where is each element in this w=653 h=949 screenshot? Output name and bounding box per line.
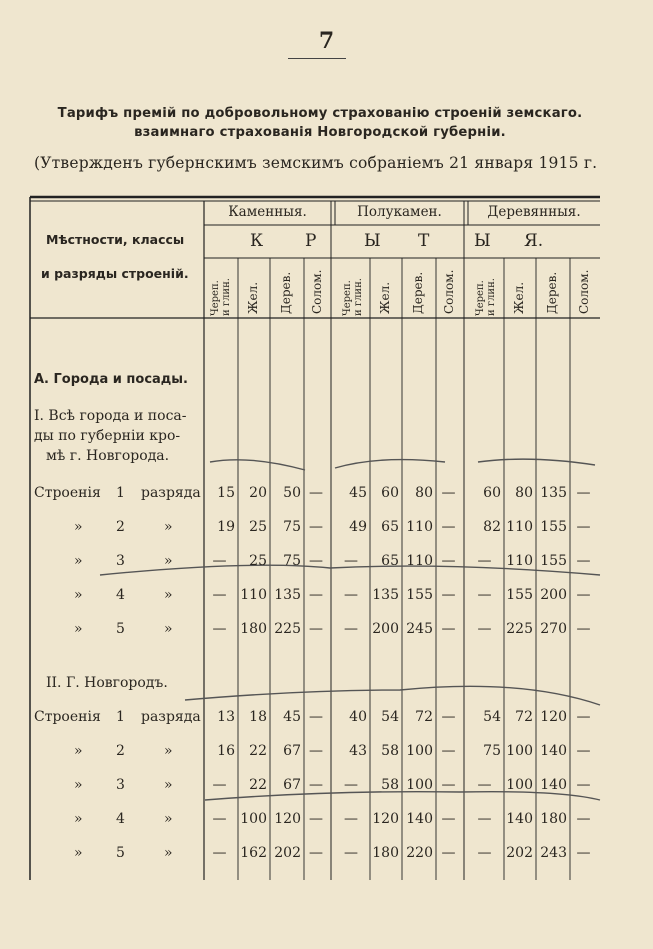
table-cell: 100 (506, 743, 533, 759)
table-cell: 140 (540, 777, 567, 793)
table-cell: — (477, 587, 492, 603)
table-cell: 58 (381, 743, 399, 759)
krytya-letter-1: К (250, 231, 264, 251)
table-cell: 155 (540, 519, 567, 535)
column-header: Жел. (246, 281, 260, 314)
table-cell: 60 (483, 485, 501, 501)
row-class-number: 5 (116, 621, 125, 637)
row-class-number: 2 (116, 743, 125, 759)
table-cell: 202 (274, 845, 301, 861)
table-cell: 58 (381, 777, 399, 793)
table-cell: — (309, 553, 323, 569)
table-cell: 140 (540, 743, 567, 759)
table-cell: 100 (406, 743, 433, 759)
table-cell: — (309, 743, 323, 759)
row-suffix: » (164, 587, 173, 603)
row-class-number: 1 (116, 709, 125, 725)
table-cell: 16 (217, 743, 235, 759)
row-suffix: » (164, 845, 173, 861)
table-cell: — (441, 587, 456, 603)
table-cell: 225 (274, 621, 301, 637)
table-cell: 40 (349, 709, 367, 725)
table-cell: — (576, 621, 591, 637)
table-cell: 225 (506, 621, 533, 637)
row-class-number: 3 (116, 553, 125, 569)
table-cell: — (441, 519, 456, 535)
row-suffix: » (164, 621, 173, 637)
row-label: Строенія (34, 709, 101, 725)
table-cell: 82 (483, 519, 501, 535)
table-cell: 155 (406, 587, 433, 603)
group-header-semi-stone: Полукамен. (357, 204, 442, 220)
table-cell: — (477, 621, 492, 637)
table-cell: 75 (483, 743, 501, 759)
table-cell: 180 (240, 621, 267, 637)
column-header: Солом. (309, 269, 324, 314)
table-cell: 120 (540, 709, 567, 725)
row-class-number: 1 (116, 485, 125, 501)
table-cell: — (441, 845, 456, 861)
table-cell: 180 (540, 811, 567, 827)
table-cell: 110 (406, 553, 433, 569)
table-cell: 50 (283, 485, 301, 501)
group-header-stone: Каменныя. (228, 204, 307, 220)
table-cell: 120 (372, 811, 399, 827)
table-cell: 13 (217, 709, 235, 725)
table-cell: — (576, 553, 591, 569)
table-cell: — (576, 743, 591, 759)
header-left-line-1: Мѣстности, классы (46, 232, 185, 247)
table-cell: 245 (406, 621, 433, 637)
table-cell: — (441, 709, 456, 725)
section-b-title: II. Г. Новгородъ. (46, 675, 168, 691)
table-cell: 243 (540, 845, 567, 861)
table-cell: 140 (406, 811, 433, 827)
table-cell: 43 (349, 743, 367, 759)
row-label: Строенія (34, 485, 101, 501)
row-suffix: разряда (141, 709, 201, 725)
table-cell: — (344, 811, 358, 827)
row-class-number: 3 (116, 777, 125, 793)
krytya-letter-4: Т (418, 231, 430, 251)
column-header: Дерев. (411, 271, 425, 314)
table-cell: 22 (249, 777, 267, 793)
table-cell: 49 (349, 519, 367, 535)
row-class-number: 5 (116, 845, 125, 861)
row-label: » (74, 621, 83, 637)
row-suffix: разряда (141, 485, 201, 501)
table-cell: — (344, 553, 358, 569)
table-cell: — (212, 621, 227, 637)
table-cell: — (477, 811, 492, 827)
table-cell: 75 (283, 553, 301, 569)
section-a-sub-3: мѣ г. Новгорода. (46, 448, 170, 464)
table-cell: 80 (415, 485, 433, 501)
table-cell: 80 (515, 485, 533, 501)
row-class-number: 2 (116, 519, 125, 535)
table-cell: 18 (249, 709, 267, 725)
krytya-letter-6: Я. (524, 231, 544, 251)
row-label: » (74, 519, 83, 535)
table-cell: — (576, 777, 591, 793)
table-cell: — (309, 845, 323, 861)
table-cell: — (441, 553, 456, 569)
krytya-letter-5: Ы (474, 231, 491, 251)
table-cell: — (344, 845, 358, 861)
table-cell: — (576, 587, 591, 603)
table-cell: 60 (381, 485, 399, 501)
table-cell: 155 (506, 587, 533, 603)
krytya-letter-3: Ы (364, 231, 381, 251)
row-label: » (74, 845, 83, 861)
table-cell: 45 (349, 485, 367, 501)
table-cell: 155 (540, 553, 567, 569)
table-cell: 19 (217, 519, 235, 535)
table-cell: 110 (406, 519, 433, 535)
table-cell: 54 (483, 709, 501, 725)
table-cell: — (309, 519, 323, 535)
column-header: Жел. (512, 281, 526, 314)
row-label: » (74, 811, 83, 827)
table-cell: 67 (283, 777, 301, 793)
table-cell: — (309, 485, 323, 501)
title-line-2: взаимнаго страхованія Новгородской губерніи. (134, 125, 506, 140)
table-cell: — (212, 811, 227, 827)
row-class-number: 4 (116, 587, 125, 603)
krytya-letter-2: Р (305, 231, 317, 251)
table-cell: — (441, 777, 456, 793)
table-cell: 72 (415, 709, 433, 725)
table-cell: 25 (249, 519, 267, 535)
section-a-sub-2: ды по губерніи кро- (34, 428, 181, 444)
table-cell: 135 (274, 587, 301, 603)
row-suffix: » (164, 553, 173, 569)
table-cell: — (212, 845, 227, 861)
column-header: Солом. (577, 269, 591, 314)
title-line-1: Тарифъ премій по добровольному страхованію строеній земскаго. (57, 106, 583, 121)
table-cell: — (441, 743, 456, 759)
group-header-wooden: Деревянныя. (487, 204, 581, 220)
section-a-sub-1: I. Всѣ города и поса- (34, 408, 187, 424)
table-cell: 110 (506, 553, 533, 569)
table-cell: 162 (240, 845, 267, 861)
table-cell: — (309, 811, 323, 827)
table-cell: 120 (274, 811, 301, 827)
table-cell: 110 (506, 519, 533, 535)
table-cell: 180 (372, 845, 399, 861)
table-cell: — (309, 587, 323, 603)
row-suffix: » (164, 519, 173, 535)
row-label: » (74, 587, 83, 603)
table-cell: 270 (540, 621, 567, 637)
table-cell: — (441, 811, 456, 827)
table-cell: — (477, 777, 492, 793)
table-cell: 65 (381, 519, 399, 535)
table-cell: — (441, 485, 456, 501)
table-cell: — (576, 485, 591, 501)
table-cell: — (576, 845, 591, 861)
table-cell: 54 (381, 709, 399, 725)
row-suffix: » (164, 777, 173, 793)
table-cell: — (576, 709, 591, 725)
table-cell: — (344, 587, 358, 603)
row-label: » (74, 777, 83, 793)
table-cell: 65 (381, 553, 399, 569)
table-cell: 67 (283, 743, 301, 759)
table-cell: — (477, 553, 492, 569)
column-header: Череп. и глин. (475, 278, 497, 316)
row-class-number: 4 (116, 811, 125, 827)
page-number: 7 (318, 28, 335, 54)
table-cell: 20 (249, 485, 267, 501)
table-cell: 15 (217, 485, 235, 501)
table-cell: 140 (506, 811, 533, 827)
table-cell: 220 (406, 845, 433, 861)
table-cell: — (576, 811, 591, 827)
column-header: Дерев. (279, 271, 293, 314)
column-header: Череп. и глин. (210, 278, 232, 316)
row-suffix: » (164, 811, 173, 827)
table-cell: 25 (249, 553, 267, 569)
table-cell: — (441, 621, 456, 637)
row-label: » (74, 743, 83, 759)
table-cell: 200 (372, 621, 399, 637)
table-cell: — (344, 621, 358, 637)
table-cell: 135 (372, 587, 399, 603)
document-subtitle: (Утвержденъ губернскимъ земскимъ собраніемъ 21 января 1915 г. (34, 154, 598, 172)
table-cell: — (344, 777, 358, 793)
header-left-line-2: и разряды строеній. (41, 266, 189, 281)
table-cell: 100 (506, 777, 533, 793)
table-cell: 202 (506, 845, 533, 861)
table-cell: 75 (283, 519, 301, 535)
table-cell: 100 (406, 777, 433, 793)
table-cell: 22 (249, 743, 267, 759)
table-cell: — (309, 709, 323, 725)
table-cell: — (212, 777, 227, 793)
row-label: » (74, 553, 83, 569)
column-header: Череп. и глин. (341, 278, 364, 316)
table-cell: — (212, 553, 227, 569)
table-cell: 100 (240, 811, 267, 827)
section-a-title: А. Города и посады. (34, 372, 188, 387)
row-suffix: » (164, 743, 173, 759)
table-cell: — (212, 587, 227, 603)
table-cell: 200 (540, 587, 567, 603)
table-cell: 72 (515, 709, 533, 725)
table-cell: — (576, 519, 591, 535)
table-cell: — (309, 777, 323, 793)
column-header: Дерев. (545, 271, 559, 314)
table-cell: 110 (240, 587, 267, 603)
table-cell: — (309, 621, 323, 637)
table-cell: 135 (540, 485, 567, 501)
column-header: Солом. (442, 269, 456, 314)
table-cell: — (477, 845, 492, 861)
column-header: Жел. (378, 281, 392, 314)
table-cell: 45 (283, 709, 301, 725)
